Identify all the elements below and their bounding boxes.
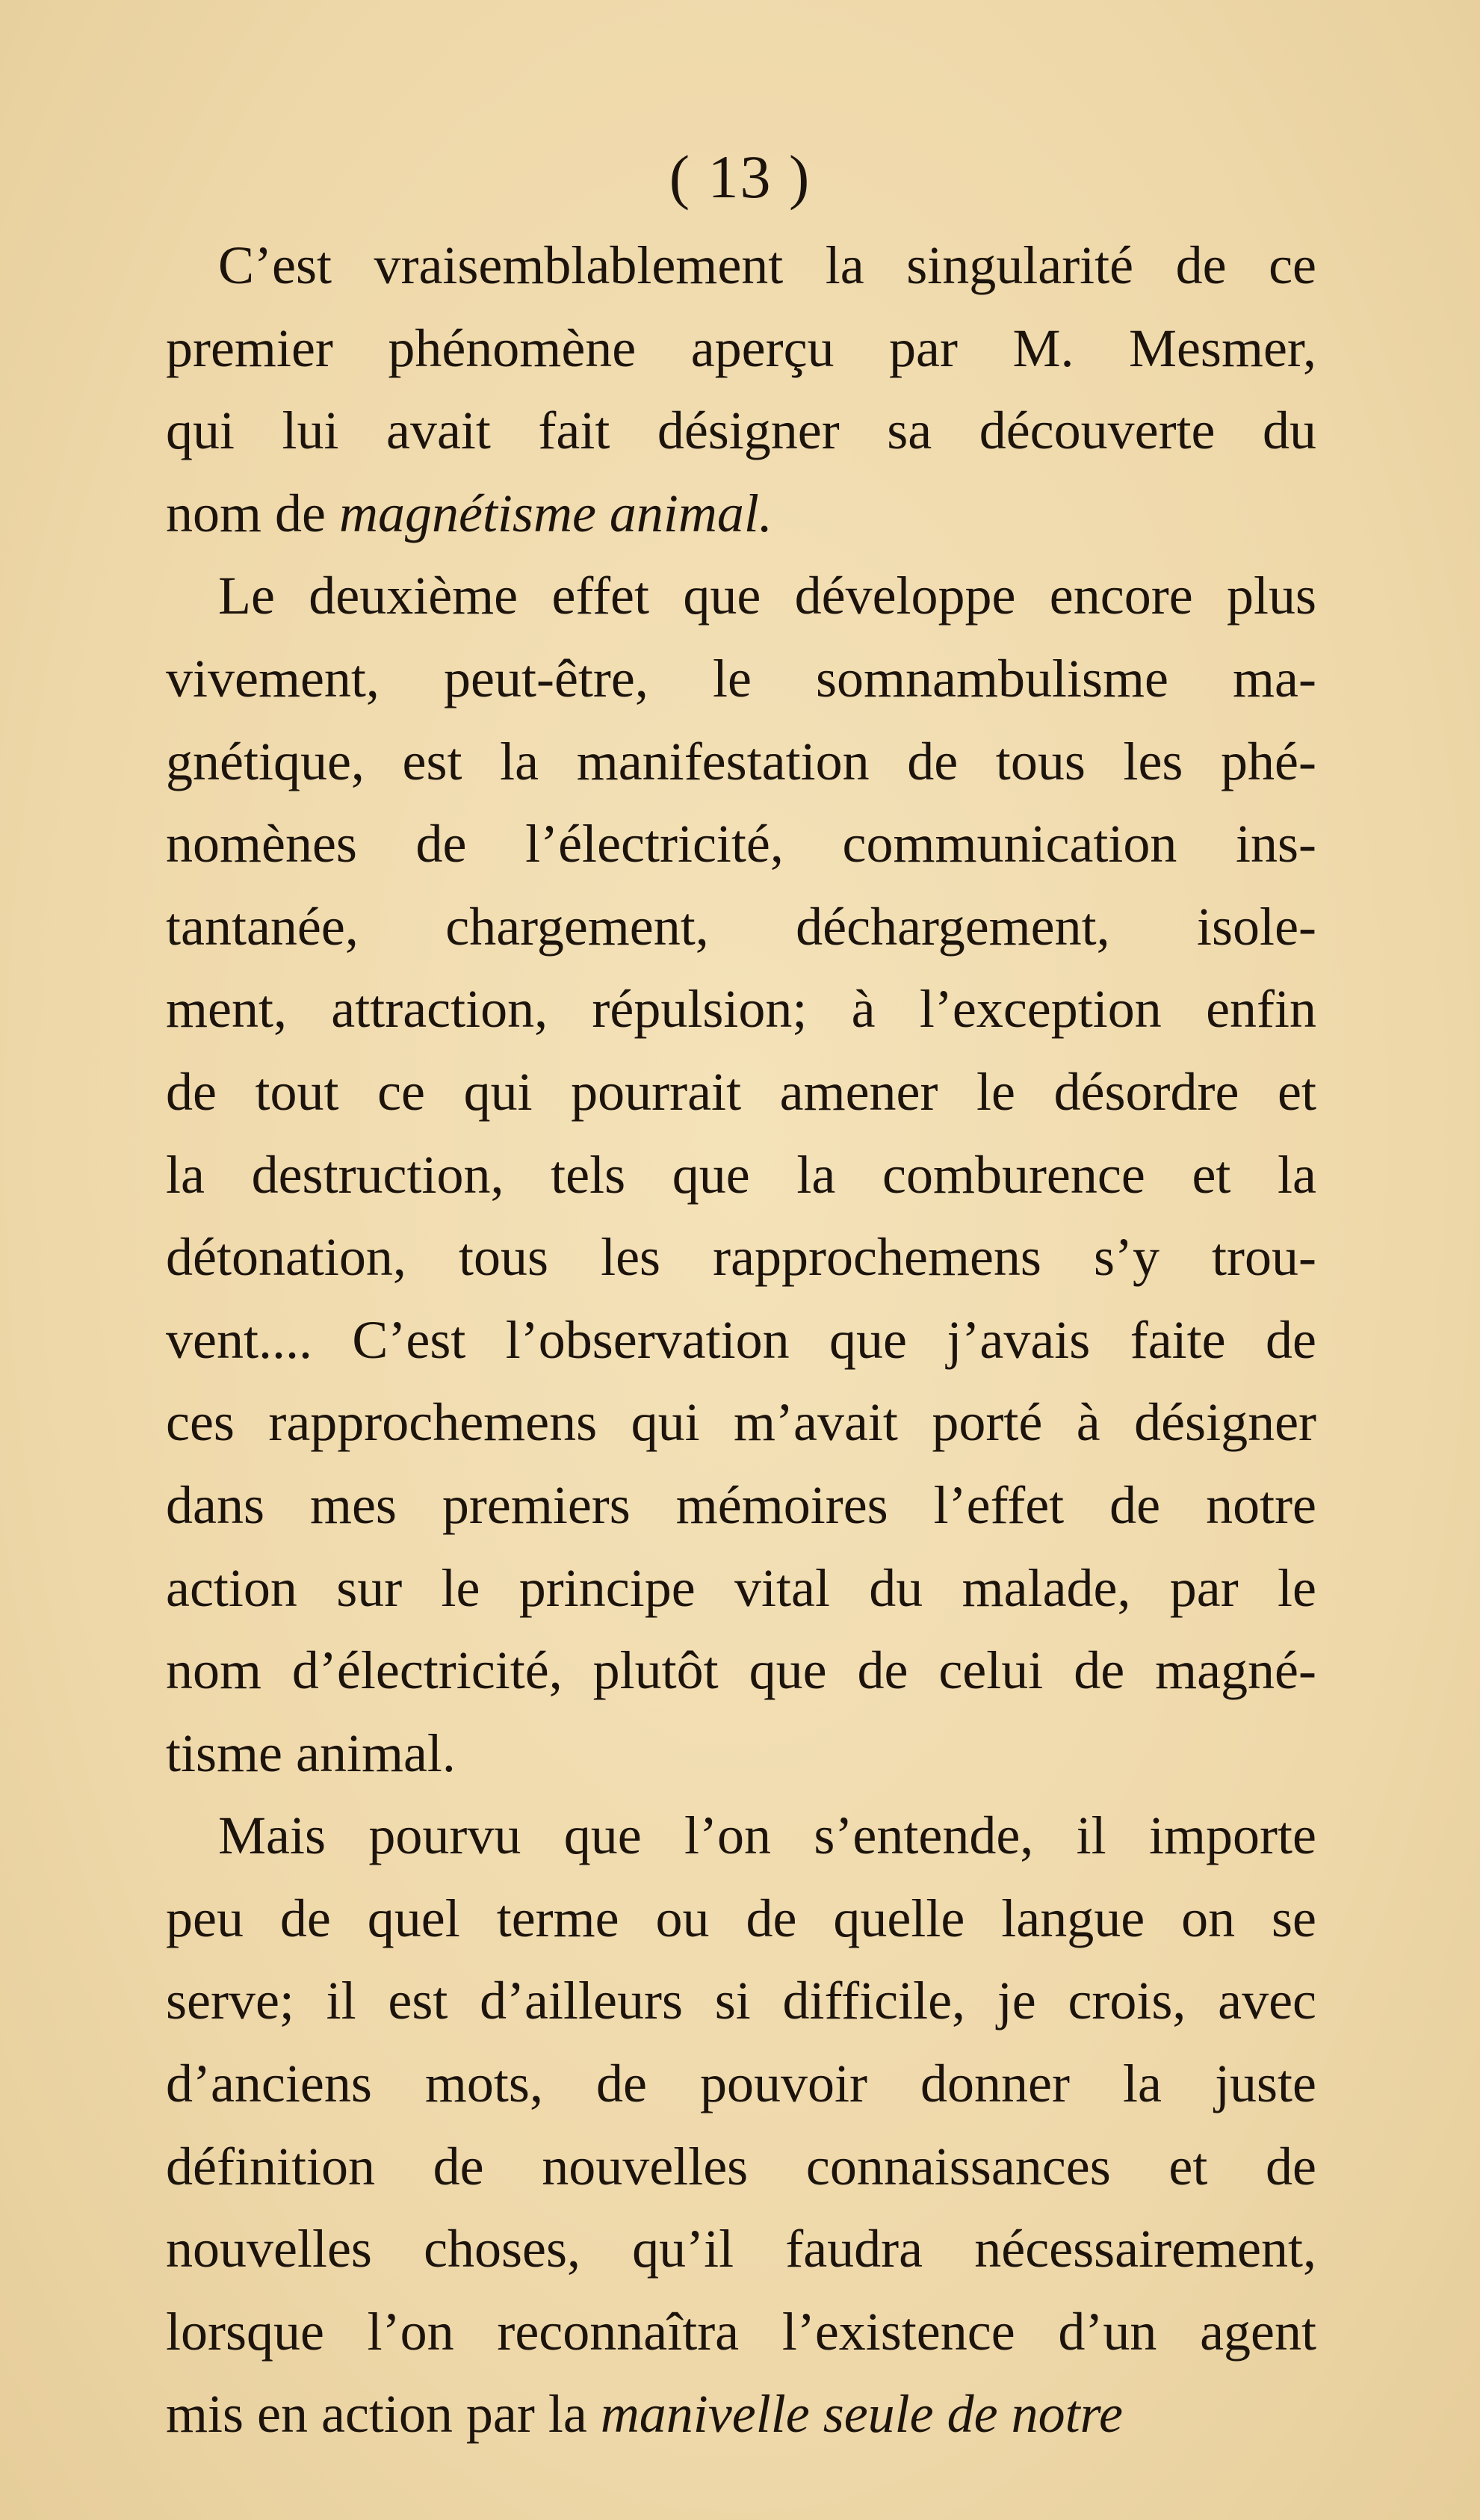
text-line: tantanée, chargement, déchargement, isole-: [166, 896, 1316, 957]
text-line: action sur le principe vital du malade, par le: [166, 1557, 1316, 1618]
text-line: [166, 472, 1316, 555]
text-line: peu de quel terme ou de quelle langue on se: [166, 1888, 1316, 1948]
body-text: [166, 224, 1316, 2456]
text-segment: mis en action par la: [166, 2384, 601, 2445]
text-line: Mais pourvu que l’on s’entende, il importe: [218, 1806, 1316, 1866]
text-line: tisme animal.: [166, 1723, 456, 1783]
italic-term: magnétisme animal.: [338, 483, 772, 543]
text-line: nom d’électricité, plutôt que de celui de magné-: [166, 1640, 1316, 1701]
italic-term: manivelle seule de notre: [600, 2384, 1123, 2445]
text-line: qui lui avait fait désigner sa découverte du: [166, 401, 1316, 461]
text-segment: nom de: [166, 483, 339, 543]
text-line: détonation, tous les rapprochemens s’y trou-: [166, 1227, 1316, 1288]
text-line: vivement, peut-être, le somnambulisme ma-: [166, 648, 1316, 708]
text-line: d’anciens mots, de pouvoir donner la juste: [166, 2054, 1316, 2114]
text-line: nouvelles choses, qu’il faudra nécessairement,: [166, 2219, 1316, 2279]
text-line: définition de nouvelles connaissances et de: [166, 2136, 1316, 2196]
text-line: Le deuxième effet que développe encore plus: [218, 566, 1316, 626]
text-line: [166, 2373, 1316, 2456]
text-line: C’est vraisemblablement la singularité de ce: [218, 235, 1316, 295]
page-number: ( 13 ): [669, 143, 811, 211]
text-line: ces rapprochemens qui m’avait porté à désigner: [166, 1392, 1316, 1453]
text-line: de tout ce qui pourrait amener le désordre et: [166, 1061, 1316, 1122]
text-line: premier phénomène aperçu par M. Mesmer,: [166, 318, 1316, 378]
text-line: vent.... C’est l’observation que j’avais faite de: [166, 1309, 1316, 1370]
text-line: lorsque l’on reconnaîtra l’existence d’un agent: [166, 2301, 1316, 2362]
text-line: la destruction, tels que la comburence et la: [166, 1144, 1316, 1205]
text-line: nomènes de l’électricité, communication ins-: [166, 814, 1316, 874]
text-line: serve; il est d’ailleurs si difficile, je crois, avec: [166, 1971, 1316, 2031]
text-line: gnétique, est la manifestation de tous les phé-: [166, 731, 1316, 791]
text-line: ment, attraction, répulsion; à l’exception enfin: [166, 979, 1316, 1040]
text-line: dans mes premiers mémoires l’effet de notre: [166, 1474, 1316, 1535]
